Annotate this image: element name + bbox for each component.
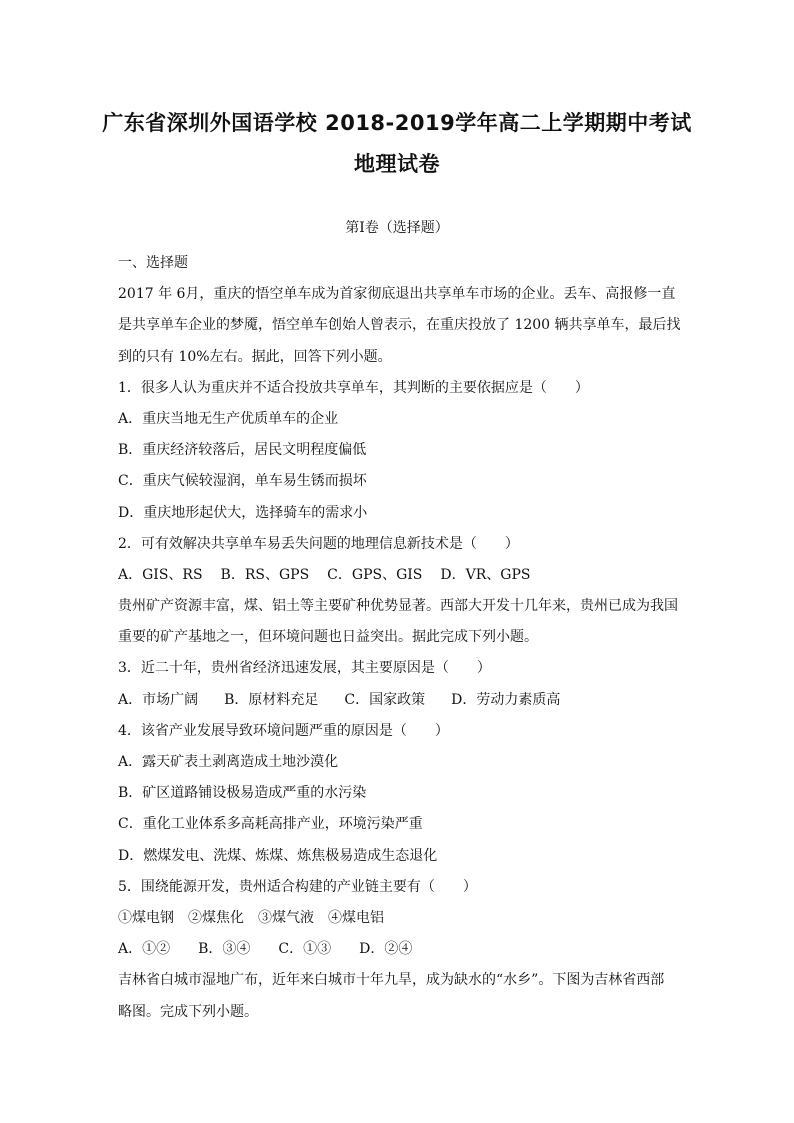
- q3-option-b: B．原材料充足: [224, 691, 319, 708]
- exam-content: [118, 248, 680, 1028]
- q2-option-b: B．RS、GPS: [220, 566, 310, 583]
- q5-item-3: ③煤气液: [258, 909, 314, 926]
- q3-options: [118, 685, 680, 716]
- q5-options: [118, 934, 680, 965]
- passage3-line1: 吉林省白城市湿地广布，近年来白城市十年九旱，成为缺水的“水乡”。下图为吉林省西部: [118, 972, 665, 989]
- q5-stem: 5．围绕能源开发，贵州适合构建的产业链主要有（ ）: [118, 878, 477, 895]
- q4-option-b: B．矿区道路铺设极易造成严重的水污染: [118, 785, 367, 802]
- q4-option-d: D．燃煤发电、洗煤、炼煤、炼焦极易造成生态退化: [118, 847, 438, 864]
- passage3-line2: 略图。完成下列小题。: [118, 1003, 258, 1020]
- q2-options: [118, 560, 680, 591]
- q4-option-c: C．重化工业体系多高耗高排产业，环境污染严重: [118, 816, 423, 833]
- passage1-line3: 到的只有 10%左右。据此，回答下列小题。: [118, 348, 392, 365]
- q1-option-a: A．重庆当地无生产优质单车的企业: [118, 410, 339, 427]
- q5-item-2: ②煤焦化: [188, 909, 244, 926]
- passage1-line1: 2017 年 6月，重庆的悟空单车成为首家彻底退出共享单车市场的企业。丢车、高报修一直: [118, 286, 676, 303]
- q1-stem: 1．很多人认为重庆并不适合投放共享单车，其判断的主要依据应是（ ）: [118, 379, 589, 396]
- q2-option-a: A．GIS、RS: [118, 566, 203, 583]
- q3-option-a: A．市场广阔: [118, 691, 199, 708]
- exam-title-line1: 广东省深圳外国语学校 2018-2019学年高二上学期期中考试: [102, 111, 692, 135]
- q5-items: [118, 903, 680, 934]
- q3-stem: 3．近二十年，贵州省经济迅速发展，其主要原因是（ ）: [118, 660, 491, 677]
- q1-option-d: D．重庆地形起伏大，选择骑车的需求小: [118, 504, 368, 521]
- q5-item-1: ①煤电钢: [118, 909, 174, 926]
- q4-option-a: A．露天矿表土剥离造成土地沙漠化: [118, 754, 339, 770]
- q5-option-b: B．③④: [198, 941, 251, 958]
- q5-option-d: D．②④: [359, 941, 413, 958]
- passage2-line1: 贵州矿产资源丰富，煤、铝土等主要矿种优势显著。西部大开发十几年来，贵州已成为我国: [118, 598, 678, 615]
- q5-item-4: ④煤电铝: [328, 909, 384, 926]
- exam-title-line2: 地理试卷: [354, 152, 440, 176]
- q3-option-c: C．国家政策: [344, 691, 426, 708]
- q2-option-d: D．VR、GPS: [440, 566, 531, 583]
- q4-stem: 4．该省产业发展导致环境问题严重的原因是（ ）: [118, 722, 449, 739]
- q2-option-c: C．GPS、GIS: [327, 566, 423, 583]
- q5-option-a: A．①②: [118, 941, 171, 958]
- part-heading: 一、选择题: [118, 255, 188, 271]
- q3-option-d: D．劳动力素质高: [451, 691, 561, 708]
- passage2-line2: 重要的矿产基地之一，但环境问题也日益突出。据此完成下列小题。: [118, 629, 538, 646]
- passage1-line2: 是共享单车企业的梦魇，悟空单车创始人曾表示，在重庆投放了 1200 辆共享单车，最后找: [118, 317, 681, 334]
- q2-stem: 2．可有效解决共享单车易丢失问题的地理信息新技术是（ ）: [118, 535, 519, 552]
- section-title: 第Ⅰ卷（选择题）: [345, 220, 449, 236]
- q1-option-c: C．重庆气候较湿润，单车易生锈而损坏: [118, 473, 367, 490]
- q5-option-c: C．①③: [278, 941, 332, 958]
- q1-option-b: B．重庆经济较落后，居民文明程度偏低: [118, 442, 367, 459]
